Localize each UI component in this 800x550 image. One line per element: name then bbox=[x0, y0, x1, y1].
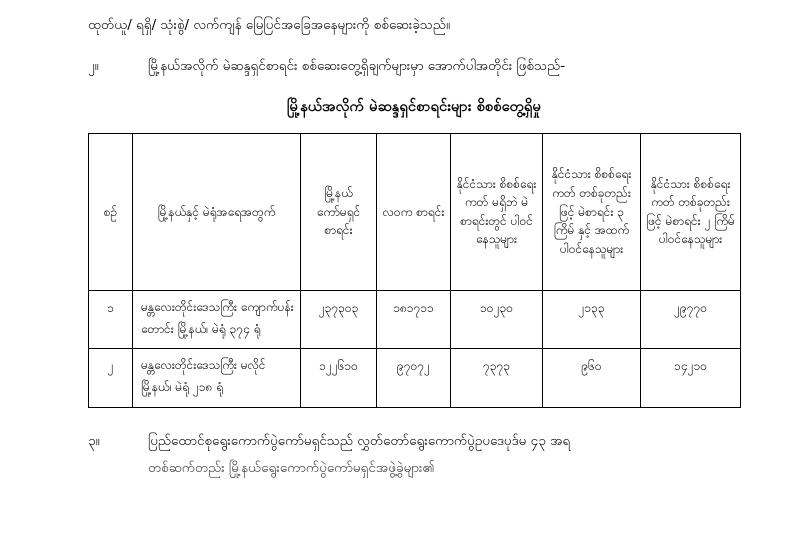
paragraph-2-text: မြို့နယ်အလိုက် မဲဆန္ဒရှင်စာရင်း စစ်ဆေးတွေ့ရှိချက်များမှာ အောက်ပါအတိုင်း ဖြစ်သည်- bbox=[148, 57, 566, 74]
cell-immigration-list: ၁၈၁၇၁၁ bbox=[377, 290, 451, 348]
cell-immigration-list: ၉၇၀၇၂ bbox=[377, 349, 451, 407]
cell-no-citizen-card: ၇၃၇၃ bbox=[451, 349, 543, 407]
cell-two-times: ၁၄၂၁၀ bbox=[641, 349, 741, 407]
paragraph-2 bbox=[88, 55, 740, 78]
paragraph-3-continued: တစ်ဆက်တည်း မြို့နယ်ရွေးကောက်ပွဲကော်မရှင်အဖွဲ့ခွဲများ၏ bbox=[148, 459, 435, 476]
table-header-row bbox=[89, 133, 741, 290]
cell-serial: ၁ bbox=[89, 290, 133, 348]
voter-list-table bbox=[88, 133, 741, 408]
cell-commission-list: ၂၃၇၃၀၃ bbox=[301, 290, 377, 348]
cell-township: မန္တလေးတိုင်းဒေသကြီး မလိုင်မြို့နယ်၊ မဲရုံ ၂၁၈ ရုံ bbox=[133, 349, 301, 407]
cell-serial: ၂ bbox=[89, 349, 133, 407]
column-header-township: မြို့နယ်နှင့် မဲရုံအရေအတွက် bbox=[133, 133, 301, 290]
paragraph-3 bbox=[88, 430, 740, 453]
paragraph-3-marker: ၃။ bbox=[88, 432, 100, 449]
cell-two-times: ၂၉၇၇၀ bbox=[641, 290, 741, 348]
column-header-no-citizen-card: နိုင်ငံသား စိစစ်ရေးကတ် မရှိဘဲ မဲစာရင်းတွင် ပါဝင်နေသူများ bbox=[451, 133, 543, 290]
column-header-immigration-list: လဝက စာရင်း bbox=[377, 133, 451, 290]
column-header-serial: စဉ် bbox=[89, 133, 133, 290]
column-header-two-times: နိုင်ငံသား စိစစ်ရေးကတ် တစ်ခုတည်းဖြင့် မဲစာရင်း ၂ ကြိမ် ပါဝင်နေသူများ bbox=[641, 133, 741, 290]
cell-three-or-more-times: ၂၁၃၃ bbox=[543, 290, 641, 348]
table-row bbox=[89, 349, 741, 407]
cell-three-or-more-times: ၉၆၀ bbox=[543, 349, 641, 407]
cell-township: မန္တလေးတိုင်းဒေသကြီး ကျောက်ပန်းတောင်း မြို့နယ်၊ မဲရုံ ၃၇၄ ရုံ bbox=[133, 290, 301, 348]
column-header-commission-list: မြို့နယ် ကော်မရှင် စာရင်း bbox=[301, 133, 377, 290]
page-bottom-fade bbox=[0, 544, 800, 550]
paragraph-1: ထုတ်ယူ/ ရရှိ/ သုံးစွဲ/ လက်ကျန် မြေပြင်အခြေအနေများကို စစ်ဆေးခဲ့သည်။ bbox=[88, 17, 451, 33]
table-row bbox=[89, 290, 741, 348]
cell-no-citizen-card: ၁၀၂၃၀ bbox=[451, 290, 543, 348]
column-header-three-or-more-times: နိုင်ငံသား စိစစ်ရေးကတ် တစ်ခုတည်းဖြင့် မဲစာရင်း ၃ ကြိမ် နှင့် အထက် ပါဝင်နေသူများ bbox=[543, 133, 641, 290]
cell-commission-list: ၁၂၂၆၁၀ bbox=[301, 349, 377, 407]
paragraph-2-marker: ၂။ bbox=[88, 57, 99, 74]
table-title: မြို့နယ်အလိုက် မဲဆန္ဒရှင်စာရင်းများ စိစစ်တွေ့ရှိမှု bbox=[287, 98, 541, 115]
paragraph-3-text: ပြည်ထောင်စုရွေးကောက်ပွဲကော်မရှင်သည် လွှတ်တော်ရွေးကောက်ပွဲဥပဒေပုဒ်မ ၄၃ အရ bbox=[148, 432, 571, 449]
